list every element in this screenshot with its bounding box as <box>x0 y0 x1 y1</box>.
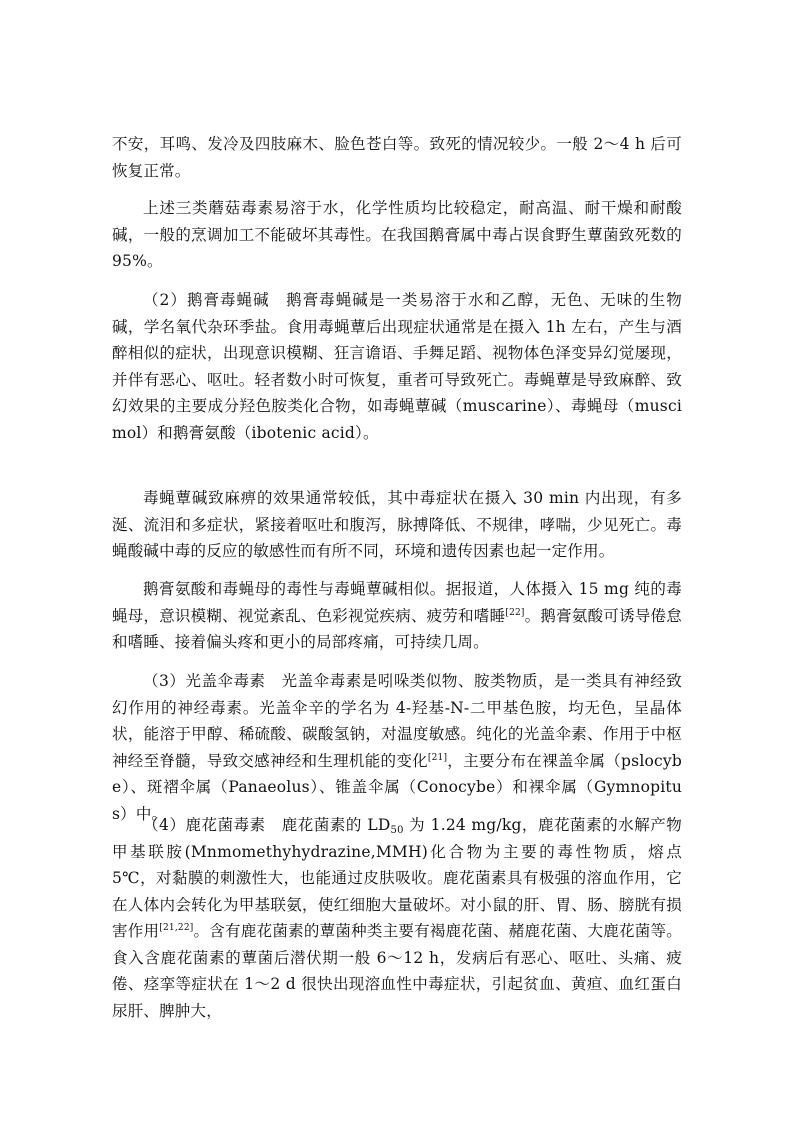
text-segment: （4）鹿花菌毒素 鹿花菌素的 LD <box>143 816 391 834</box>
text-segment: 。鹅膏氨酸可诱导倦怠和嗜睡、接着偏头疼和更小的局部疼痛，可持续几周。 <box>112 606 682 651</box>
text-segment: 。含有鹿花菌素的蕈菌种类主要有褐鹿花菌、赭鹿花菌、大鹿花菌等。食入含鹿花菌素的蕈菌后潜伏期一般 6～12 h，发病后有恶心、呕吐、头痛、疲倦、痉挛等症状在 1～2 d 很快出现溶血性中毒症状，引起贫血、黄疸、血红蛋白尿肝、脾肿大， <box>112 922 682 1020</box>
citation-ref: [21] <box>427 752 448 763</box>
text-segment: ，主要分布在裸盖伞属（pslocybe）、斑褶伞属（Panaeolus）、锥盖伞属（Conocybe）和裸伞属（Gymnopitus）中。 <box>112 751 682 823</box>
paragraph-psilocybin <box>112 668 682 827</box>
citation-ref: [21,22] <box>159 923 194 933</box>
paragraph-ibotenic-acid <box>112 576 682 656</box>
text-segment: 鹅膏氨酸和毒蝇母的毒性与毒蝇蕈碱相似。据报道，人体摄入 15 mg 纯的毒蝇母，意识模糊、视觉紊乱、色彩视觉疾病、疲劳和嗜睡 <box>112 580 682 625</box>
paragraph-muscarine: （2）鹅膏毒蝇碱 鹅膏毒蝇碱是一类易溶于水和乙醇，无色、无味的生物碱，学名氧代杂环季盐。食用毒蝇蕈后出现症状通常是在摄入 1h 左右，产生与酒醉相似的症状，出现意识模糊、狂言谵语、手舞足蹈、视物体色泽变异幻觉屡现，并伴有恶心、呕吐。轻者数小时可恢复，重者可导致死亡。毒蝇蕈是导致麻醉、致幻效果的主要成分羟色胺类化合物，如毒蝇蕈碱（muscarine）、毒蝇母（muscimol）和鹅膏氨酸（ibotenic acid）。 <box>112 291 682 442</box>
paragraph-toxin-stability: 上述三类蘑菇毒素易溶于水，化学性质均比较稳定，耐高温、耐干燥和耐酸碱，一般的烹调加工不能破坏其毒性。在我国鹅膏属中毒占误食野生蕈菌致死数的 95%。 <box>112 199 682 270</box>
paragraph-muscarine-paralysis: 毒蝇蕈碱致麻痹的效果通常较低，其中毒症状在摄入 30 min 内出现，有多涎、流泪和多症状，紧接着呕吐和腹泻，脉搏降低、不规律，哮喘，少见死亡。毒蝇酸碱中毒的反应的敏感性而有所不同，环境和遗传因素也起一定作用。 <box>112 489 682 560</box>
citation-ref: [22] <box>505 607 525 618</box>
subscript-50: 50 <box>390 825 404 836</box>
text-segment: 为 1.24 mg/kg，鹿花菌素的水解产物甲基联胺(Mnmomethyhydrazine,MMH)化合物为主要的毒性物质，熔点 5℃，对黏膜的刺激性大，也能通过皮肤吸收。鹿花菌素具有极强的溶血作用，它在人体内会转化为甲基联氨，使红细胞大量破坏。对小鼠的肝、胃、肠、膀胱有损害作用 <box>112 816 682 940</box>
paragraph-gyromitrin <box>112 812 682 1024</box>
text-segment: （3）光盖伞毒素 光盖伞毒素是吲哚类似物、胺类物质，是一类具有神经致幻作用的神经毒素。光盖伞辛的学名为 4-羟基-N-二甲基色胺，均无色，呈晶体状，能溶于甲醇、稀硫酸、碳酸氢钠，对温度敏感。纯化的光盖伞素、作用于中枢神经至脊髓，导致交感神经和生理机能的变化 <box>112 672 682 770</box>
paragraph-continuation: 不安，耳鸣、发冷及四肢麻木、脸色苍白等。致死的情况较少。一般 2～4 h 后可恢复正常。 <box>112 135 682 180</box>
